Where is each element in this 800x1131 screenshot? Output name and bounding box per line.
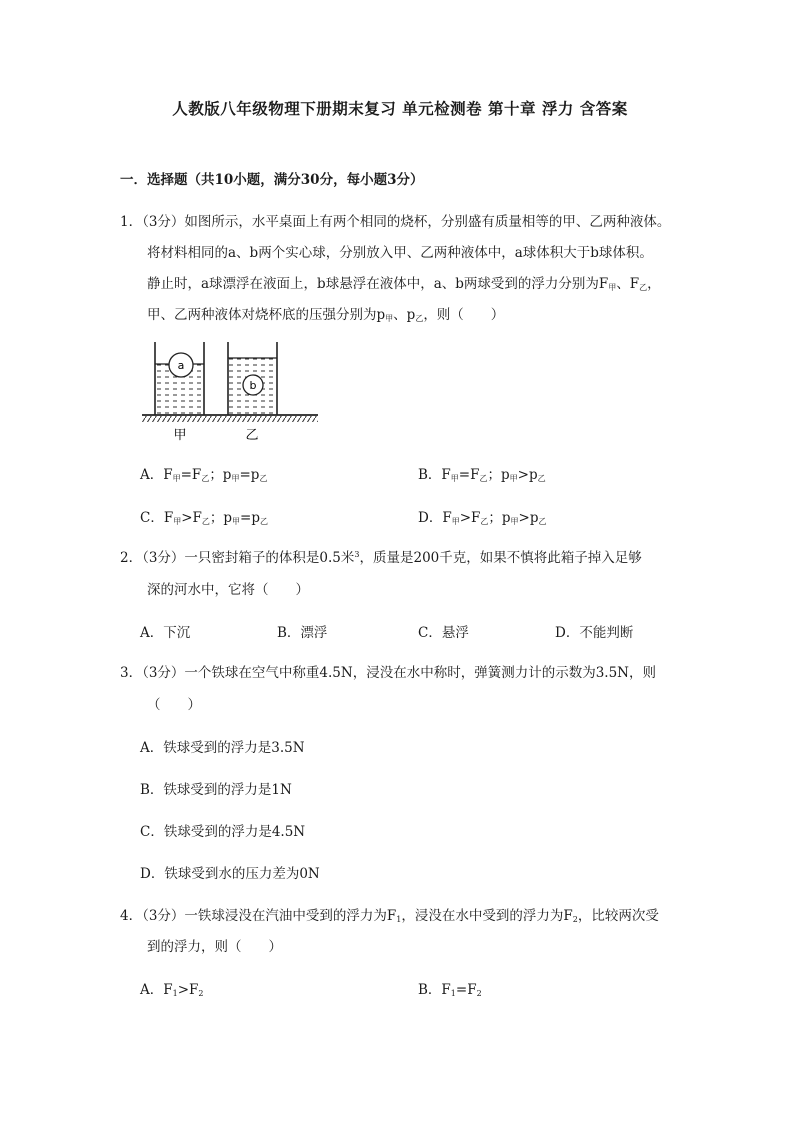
q3-line-1: 3．（3分）一个铁球在空气中称重4.5N，浸没在水中称时，弹簧测力计的示数为3.5N，则 bbox=[120, 665, 656, 681]
q1-line-3: 静止时，a球漂浮在液面上，b球悬浮在液体中，a、b两球受到的浮力分别为$F_甲$、$F_乙$， bbox=[147, 276, 661, 292]
q1-line-1: 1．（3分）如图所示，水平桌面上有两个相同的烧杯，分别盛有质量相等的甲、乙两种液体。 bbox=[120, 214, 671, 230]
q2-option-b[interactable]: B．漂浮 bbox=[277, 625, 328, 641]
q3-option-d[interactable]: D．铁球受到水的压力差为0N bbox=[140, 866, 320, 882]
q3-option-b[interactable]: B．铁球受到的浮力是1N bbox=[140, 782, 292, 798]
q2-option-a[interactable]: A．下沉 bbox=[140, 625, 191, 641]
q3-option-c[interactable]: C．铁球受到的浮力是4.5N bbox=[140, 824, 306, 840]
q2-option-d[interactable]: D．不能判断 bbox=[555, 625, 634, 641]
q2-line-1: 2．（3分）一只密封箱子的体积是0.5米$^3$，质量是200千克，如果不慎将此箱子掉入足够 bbox=[120, 550, 642, 566]
section-heading: 一．选择题（共10小题，满分30分，每小题3分） bbox=[120, 172, 424, 188]
ball-b-label: b bbox=[249, 379, 257, 392]
q4-option-a[interactable]: A．$F_1>F_2$ bbox=[140, 982, 204, 998]
table-hatch bbox=[142, 416, 318, 422]
q1-line-4: 甲、乙两种液体对烧杯底的压强分别为$p_甲$、$p_乙$，则（ ） bbox=[147, 307, 505, 323]
label-yi: 乙 bbox=[245, 428, 259, 443]
q3-option-a[interactable]: A．铁球受到的浮力是3.5N bbox=[140, 740, 305, 756]
q1-option-a[interactable]: A．$F_甲=F_乙$；$p_甲=p_乙$ bbox=[140, 467, 268, 483]
q4-option-b[interactable]: B．$F_1=F_2$ bbox=[418, 982, 482, 998]
page-title: 人教版八年级物理下册期末复习 单元检测卷 第十章 浮力 含答案 bbox=[172, 99, 628, 118]
q1-option-d[interactable]: D．$F_甲>F_乙$；$p_甲>p_乙$ bbox=[418, 510, 547, 526]
q1-option-c[interactable]: C．$F_甲>F_乙$；$p_甲=p_乙$ bbox=[140, 510, 269, 526]
q1-option-b[interactable]: B．$F_甲=F_乙$；$p_甲>p_乙$ bbox=[418, 467, 546, 483]
q2-option-c[interactable]: C．悬浮 bbox=[418, 625, 469, 641]
label-jia: 甲 bbox=[173, 428, 187, 443]
beaker-diagram bbox=[140, 338, 320, 448]
q4-line-2: 到的浮力，则（ ） bbox=[147, 939, 282, 955]
q1-line-2: 将材料相同的a、b两个实心球，分别放入甲、乙两种液体中，a球体积大于b球体积。 bbox=[147, 245, 653, 261]
q3-line-2: （ ） bbox=[147, 697, 201, 713]
ball-a-label: a bbox=[177, 359, 185, 372]
q4-line-1: 4．（3分）一铁球浸没在汽油中受到的浮力为$F_1$，浸没在水中受到的浮力为$F_2$，比较两次受 bbox=[120, 908, 659, 924]
q2-line-2: 深的河水中，它将（ ） bbox=[147, 582, 309, 598]
